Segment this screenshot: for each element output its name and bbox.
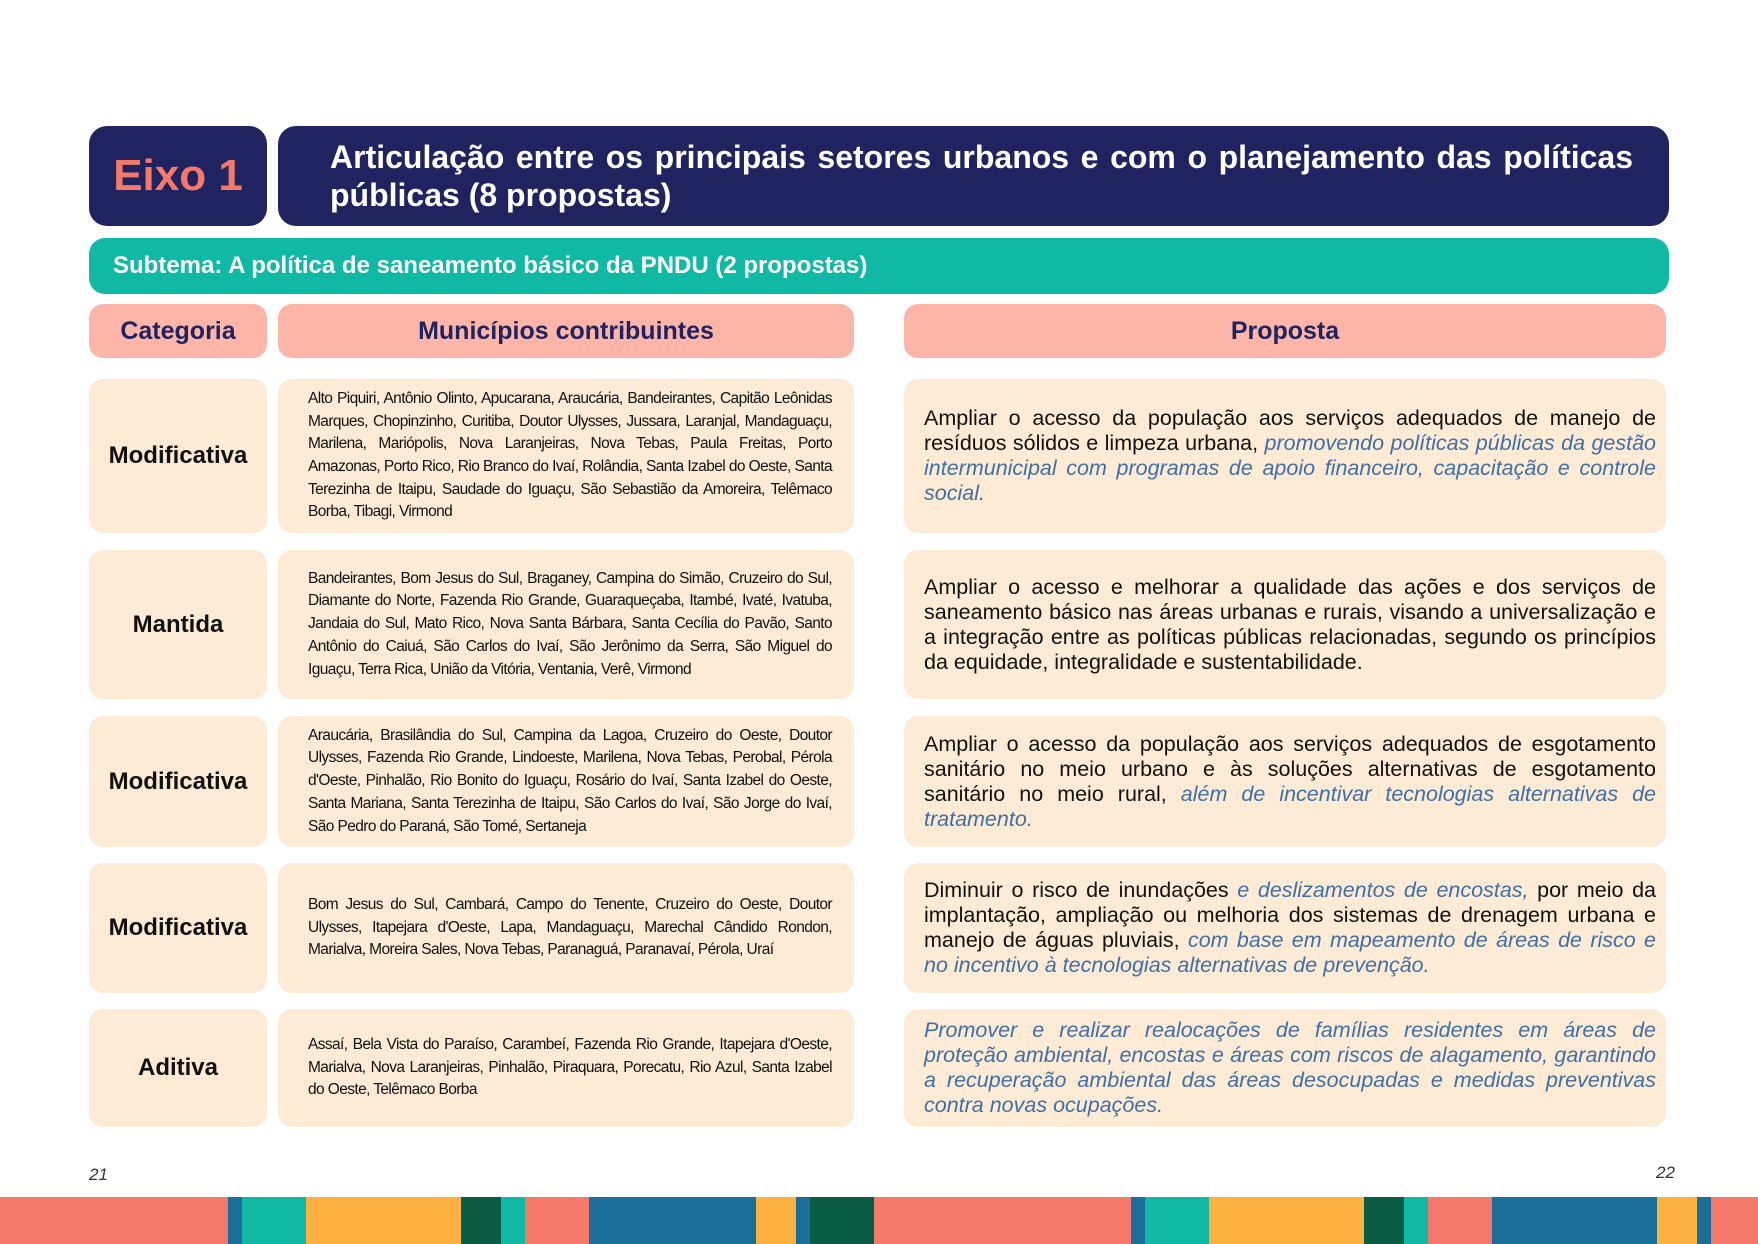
row-4-proposta-plain-1: Diminuir o risco de inundações xyxy=(924,878,1238,902)
stripe xyxy=(228,1197,242,1244)
row-1-proposta-plain: Ampliar o acesso da população aos serviços adequados de manejo de resíduos sólidos e limpeza urbana, xyxy=(924,406,1656,455)
row-1-proposta xyxy=(904,379,1666,533)
stripe xyxy=(306,1197,461,1244)
row-4-categoria: Modificativa xyxy=(89,863,267,993)
row-5-proposta-added: Promover e realizar realocações de famílias residentes em áreas de proteção ambiental, encostas e áreas com riscos de alagamento, garantindo a recuperação ambiental das áreas desocupadas e medidas preventivas contra novas ocupações. xyxy=(924,1018,1656,1117)
row-2-municipios xyxy=(278,550,854,699)
row-1-municipios xyxy=(278,379,854,533)
stripe xyxy=(525,1197,589,1244)
stripe xyxy=(1209,1197,1364,1244)
row-3-proposta xyxy=(904,716,1666,847)
stripe xyxy=(501,1197,525,1244)
subtema-bar: Subtema: A política de saneamento básico da PNDU (2 propostas) xyxy=(89,238,1669,294)
row-3-categoria: Modificativa xyxy=(89,716,267,847)
row-4-proposta-plain-2: por meio da implantação, ampliação ou melhoria dos sistemas de drenagem urbana e manejo de águas pluviais, xyxy=(924,878,1656,952)
stripe xyxy=(756,1197,796,1244)
stripe xyxy=(1404,1197,1428,1244)
stripe xyxy=(874,1197,1131,1244)
page-number-left: 21 xyxy=(89,1165,108,1184)
column-header-proposta: Proposta xyxy=(904,304,1666,358)
row-3-proposta-plain: Ampliar o acesso da população aos serviços adequados de esgotamento sanitário no meio urbano e às soluções alternativas de esgotamento sanitário no meio rural, xyxy=(924,731,1656,806)
stripe xyxy=(1145,1197,1209,1244)
row-1-municipios-text: Alto Piquiri, Antônio Olinto, Apucarana, Araucária, Bandeirantes, Capitão Leônidas Marques, Chopinzinho, Curitiba, Doutor Ulysses, Jussara, Laranjal, Mandaguaçu, Marilena, Mariópolis, Nova Laranjeiras, Nova Tebas, Paula Freitas, Porto Amazonas, Porto Rico, Rio Branco do Ivaí, Rolândia, Santa Izabel do Oeste, Santa Terezinha de Itaipu, Saudade do Iguaçu, São Sebastião da Amoreira, Telêmaco Borba, Tibagi, Virmond xyxy=(308,389,832,521)
row-4-proposta-added-2: com base em mapeamento de áreas de risco e no incentivo à tecnologias alternativas de prevenção. xyxy=(924,928,1656,977)
stripe xyxy=(1697,1197,1711,1244)
page-number-right: 22 xyxy=(1656,1163,1675,1182)
stripe xyxy=(0,1197,228,1244)
row-3-proposta-text xyxy=(924,732,1656,832)
row-2-categoria: Mantida xyxy=(89,550,267,699)
row-4-proposta-text xyxy=(924,878,1656,978)
row-4-proposta xyxy=(904,863,1666,993)
row-1-categoria: Modificativa xyxy=(89,379,267,533)
row-2-proposta-text: Ampliar o acesso e melhorar a qualidade das ações e dos serviços de saneamento básico nas áreas urbanas e rurais, visando a universalização e a integração entre as políticas públicas relacionadas, segundo os princípios da equidade, integralidade e sustentabilidade. xyxy=(924,574,1656,674)
row-3-proposta-added: além de incentivar tecnologias alternativas de tratamento. xyxy=(924,781,1656,831)
row-5-proposta xyxy=(904,1009,1666,1127)
row-5-municipios xyxy=(278,1009,854,1127)
row-4-municipios xyxy=(278,863,854,993)
stripe xyxy=(461,1197,501,1244)
row-4-municipios-text: Bom Jesus do Sul, Cambará, Campo do Tenente, Cruzeiro do Oeste, Doutor Ulysses, Itapejara d'Oeste, Lapa, Mandaguaçu, Marechal Cândido Rondon, Marialva, Moreira Sales, Nova Tebas, Paranaguá, Paranavaí, Pérola, Uraí xyxy=(308,895,832,959)
stripe xyxy=(810,1197,874,1244)
row-5-municipios-text: Assaí, Bela Vista do Paraíso, Carambeí, Fazenda Rio Grande, Itapejara d'Oeste, Marialva, Nova Laranjeiras, Pinhalão, Piraquara, Porecatu, Rio Azul, Santa Izabel do Oeste, Telêmaco Borba xyxy=(308,1035,832,1099)
stripe xyxy=(1131,1197,1145,1244)
stripe xyxy=(1657,1197,1697,1244)
row-3-municipios xyxy=(278,716,854,847)
column-header-municipios: Municípios contribuintes xyxy=(278,304,854,358)
row-2-municipios-text: Bandeirantes, Bom Jesus do Sul, Braganey, Campina do Simão, Cruzeiro do Sul, Diamante do Norte, Fazenda Rio Grande, Guaraqueçaba, Itambé, Ivaté, Ivatuba, Jandaia do Sul, Mato Rico, Nova Santa Bárbara, Santa Cecília do Pavão, Santo Antônio do Caiuá, São Carlos do Ivaí, São Jerônimo da Serra, São Miguel do Iguaçu, Terra Rica, União da Vitória, Ventania, Verê, Virmond xyxy=(308,569,832,678)
stripe xyxy=(1711,1197,1758,1244)
eixo-title: Articulação entre os principais setores urbanos e com o planejamento das políticas públicas (8 propostas) xyxy=(330,139,1633,213)
row-1-proposta-added: promovendo políticas públicas da gestão intermunicipal com programas de apoio financeiro, capacitação e controle social. xyxy=(924,431,1657,505)
stripe xyxy=(1492,1197,1657,1244)
decorative-stripe-band xyxy=(0,1197,1758,1244)
stripe xyxy=(242,1197,306,1244)
row-4-proposta-added-1: e deslizamentos de encostas, xyxy=(1237,878,1529,902)
eixo-badge: Eixo 1 xyxy=(89,126,267,226)
column-header-categoria: Categoria xyxy=(89,304,267,358)
row-5-proposta-text xyxy=(924,1018,1656,1118)
stripe xyxy=(1364,1197,1404,1244)
row-3-municipios-text: Araucária, Brasilândia do Sul, Campina da Lagoa, Cruzeiro do Oeste, Doutor Ulysses, Fazenda Rio Grande, Lindoeste, Marilena, Nova Tebas, Perobal, Pérola d'Oeste, Pinhalão, Rio Bonito do Iguaçu, Rosário do Ivaí, Santa Izabel do Oeste, Santa Mariana, Santa Terezinha de Itaipu, São Carlos do Ivaí, São Jorge do Ivaí, São Pedro do Paraná, São Tomé, Sertaneja xyxy=(308,726,832,835)
stripe xyxy=(1428,1197,1492,1244)
row-1-proposta-text xyxy=(924,406,1656,506)
stripe xyxy=(796,1197,810,1244)
row-5-categoria: Aditiva xyxy=(89,1009,267,1127)
eixo-title-box xyxy=(278,126,1669,226)
stripe xyxy=(589,1197,756,1244)
row-2-proposta xyxy=(904,550,1666,699)
